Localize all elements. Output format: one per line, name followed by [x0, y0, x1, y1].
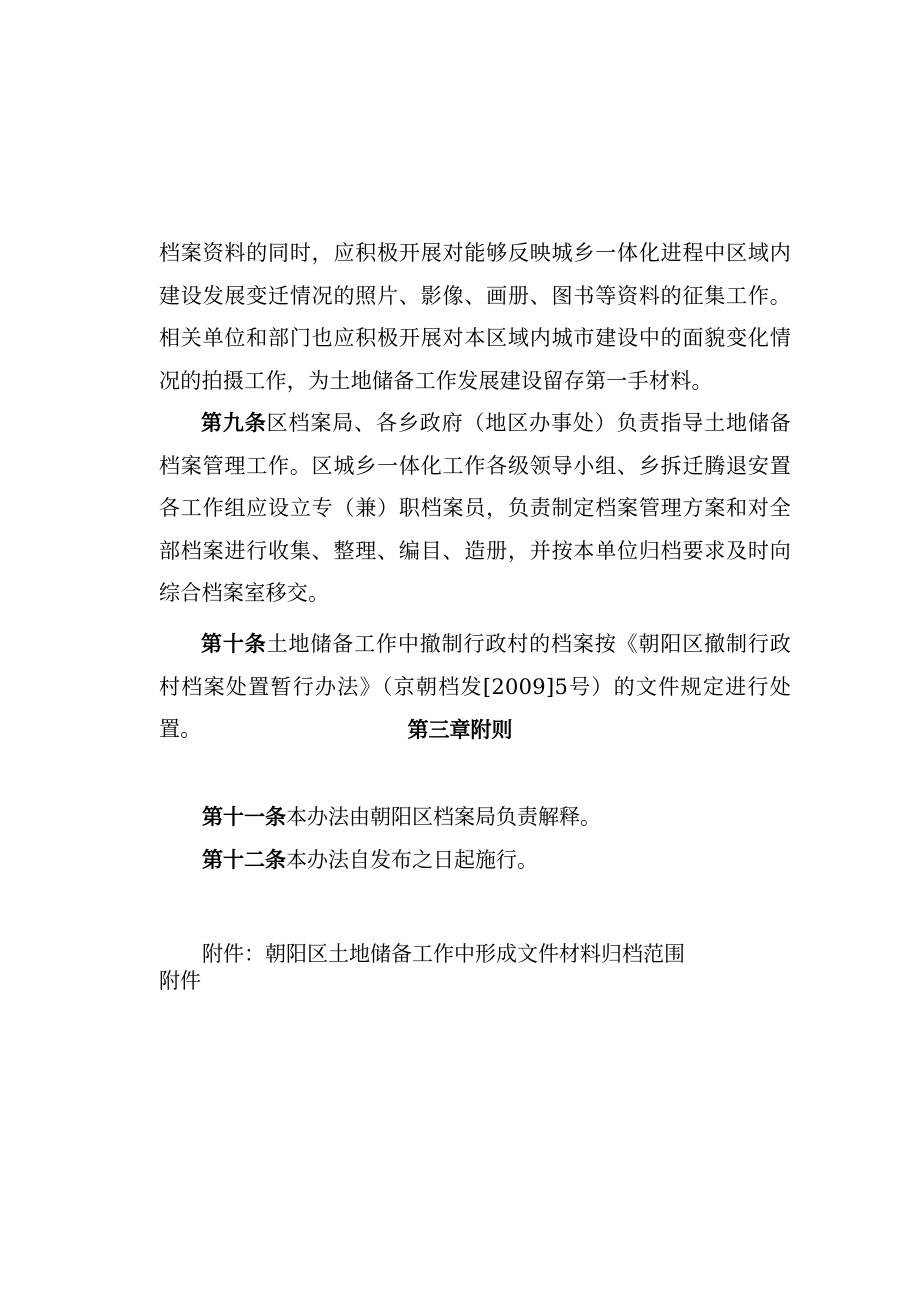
article-12: [202, 845, 538, 875]
article-11-label: 第十一条: [202, 804, 286, 829]
chapter-3-heading: 第三章附则: [407, 717, 513, 742]
attachment-line: 附件：朝阳区土地储备工作中形成文件材料归档范围: [202, 942, 685, 966]
article-10-label: 第十条: [201, 631, 267, 656]
article-11-text: 本办法由朝阳区档案局负责解释。: [286, 805, 601, 829]
attachment-label: 附件: [159, 969, 201, 993]
article-12-text: 本办法自发布之日起施行。: [286, 848, 538, 872]
article-10-text: 土地储备工作中撤制行政村的档案按《朝阳区撤制行政村档案处置暂行办法》（京朝档发[2009]5号）的文件规定进行处置。: [159, 632, 791, 741]
paragraph-archive-collection-text: 档案资料的同时，应积极开展对能够反映城乡一体化进程中区域内建设发展变迁情况的照片、影像、画册、图书等资料的征集工作。相关单位和部门也应积极开展对本区域内城市建设中的面貌变化情况的拍摄工作，为土地储备工作发展建设留存第一手材料。: [159, 241, 791, 393]
article-9: [159, 402, 791, 615]
article-12-label: 第十二条: [202, 847, 286, 872]
article-9-text: 区档案局、各乡政府（地区办事处）负责指导土地储备档案管理工作。区城乡一体化工作各级领导小组、乡拆迁腾退安置各工作组应设立专（兼）职档案员，负责制定档案管理方案和对全部档案进行收集、整理、编目、造册，并按本单位归档要求及时向综合档案室移交。: [159, 411, 791, 605]
paragraph-archive-collection: [159, 232, 791, 402]
article-9-label: 第九条: [201, 410, 267, 435]
